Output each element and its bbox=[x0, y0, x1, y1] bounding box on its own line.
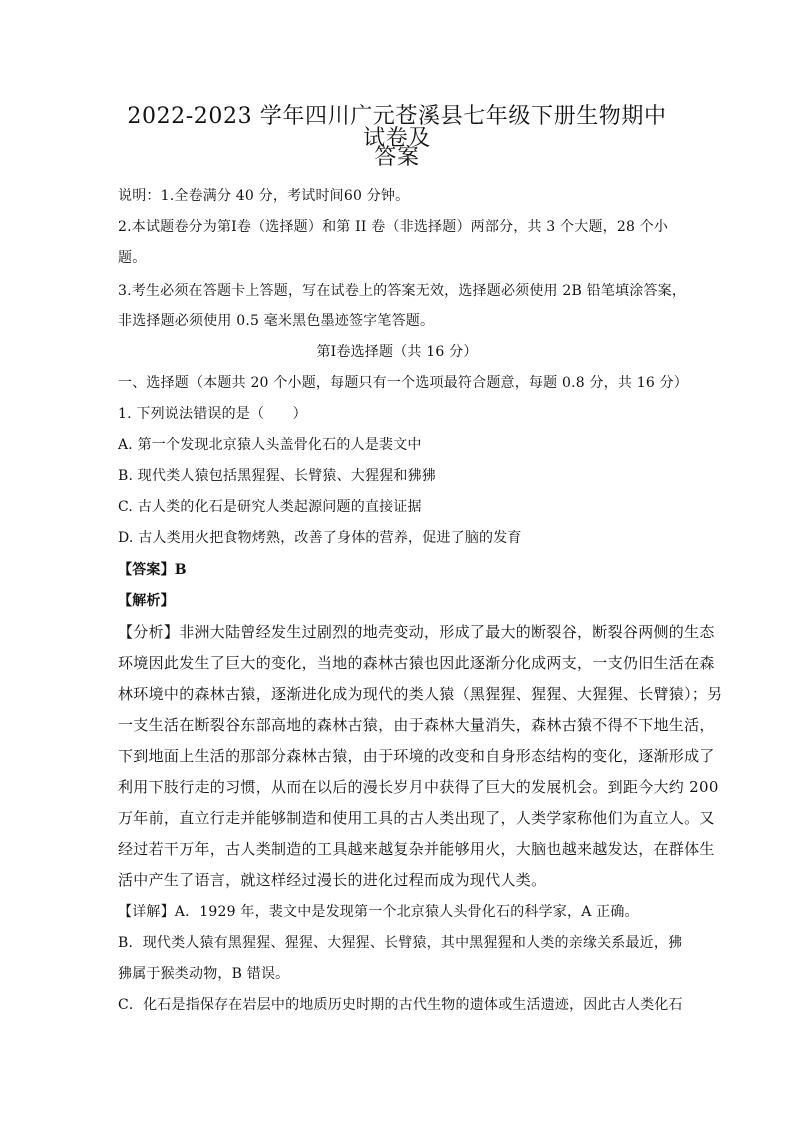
instruction-line-5: 非选择题必须使用 0.5 毫米黑色墨迹签字笔答题。 bbox=[118, 313, 435, 329]
instruction-line-3: 题。 bbox=[118, 250, 147, 266]
analysis-line-6: 利用下肢行走的习惯，从而在以后的漫长岁月中获得了巨大的发展机会。到距今大约 200 bbox=[118, 778, 719, 796]
section-heading: 第Ⅰ卷选择题（共 16 分） bbox=[316, 344, 478, 360]
analysis-line-4: 一支生活在断裂谷东部高地的森林古猿，由于森林大量消失，森林古猿不得不下地生活， bbox=[118, 716, 715, 734]
detail-line-1: 【详解】A．1929 年，裴文中是发现第一个北京猿人头骨化石的科学家，A 正确。 bbox=[118, 904, 639, 920]
analysis-heading: 【解析】 bbox=[118, 593, 175, 609]
analysis-line-7: 万年前，直立行走并能够制造和使用工具的古人类出现了，人类学家称他们为直立人。又 bbox=[118, 809, 715, 827]
analysis-line-5: 下到地面上生活的那部分森林古猿，由于环境的改变和自身形态结构的变化，逐渐形成了 bbox=[118, 747, 715, 765]
detail-line-4: C．化石是指保存在岩层中的地质历史时期的古代生物的遗体或生活遗迹，因此古人类化石 bbox=[118, 997, 683, 1013]
question-1-option-a: A. 第一个发现北京猿人头盖骨化石的人是裴文中 bbox=[118, 437, 422, 453]
question-1-option-c: C. 古人类的化石是研究人类起源问题的直接证据 bbox=[118, 499, 422, 515]
analysis-line-1: 【分析】非洲大陆曾经发生过剧烈的地壳变动，形成了最大的断裂谷，断裂谷两侧的生态 bbox=[118, 623, 715, 641]
detail-line-2: B．现代类人猿有黑猩猩、猩猩、大猩猩、长臂猿，其中黑猩猩和人类的亲缘关系最近，狒 bbox=[118, 935, 683, 951]
analysis-line-3: 林环境中的森林古猿，逐渐进化成为现代的类人猿（黑猩猩、猩猩、大猩猩、长臂猿）；另 bbox=[118, 685, 723, 703]
instruction-line-4: 3.考生必须在答题卡上答题，写在试卷上的答案无效，选择题必须使用 2B 铅笔填涂答案， bbox=[118, 283, 687, 299]
analysis-line-2: 环境因此发生了巨大的变化，当地的森林古猿也因此逐渐分化成两支，一支仍旧生活在森 bbox=[118, 654, 715, 672]
part-heading: 一、选择题（本题共 20 个小题，每题只有一个选项最符合题意，每题 0.8 分，共 16 分） bbox=[118, 375, 688, 391]
analysis-line-9: 活中产生了语言，就这样经过漫长的进化过程而成为现代人类。 bbox=[118, 871, 547, 889]
instruction-line-2: 2.本试题卷分为第Ⅰ卷（选择题）和第 II 卷（非选择题）两部分，共 3 个大题，28 个小 bbox=[118, 219, 669, 235]
question-1-option-b: B. 现代类人猿包括黑猩猩、长臂猿、大猩猩和狒狒 bbox=[118, 468, 436, 484]
instruction-line-1: 说明：1.全卷满分 40 分，考试时间60 分钟。 bbox=[118, 188, 410, 204]
document-title-line-2: 答案 bbox=[374, 145, 420, 170]
question-1-stem: 1. 下列说法错误的是（ ） bbox=[118, 406, 307, 422]
answer-line: 【答案】B bbox=[118, 562, 187, 578]
document-title-line-1: 2022-2023 学年四川广元苍溪县七年级下册生物期中试卷及 bbox=[127, 104, 667, 151]
detail-line-3: 狒属于猴类动物，B 错误。 bbox=[118, 966, 290, 982]
analysis-line-8: 经过若干万年，古人类制造的工具越来越复杂并能够用火，大脑也越来越发达，在群体生 bbox=[118, 840, 715, 858]
question-1-option-d: D. 古人类用火把食物烤熟，改善了身体的营养，促进了脑的发育 bbox=[118, 530, 522, 546]
